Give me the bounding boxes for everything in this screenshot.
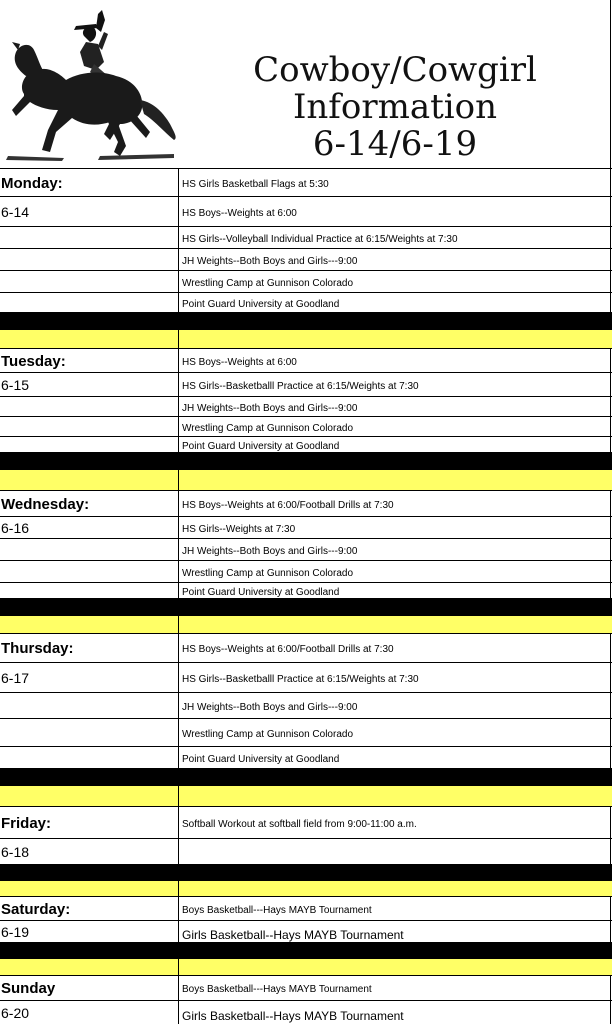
schedule-row	[0, 896, 612, 920]
event-text: Point Guard University at Goodland	[182, 754, 340, 765]
day-cell	[0, 293, 179, 312]
day-name: Wednesday:	[1, 496, 90, 513]
event-text: Boys Basketball---Hays MAYB Tournament	[182, 905, 372, 916]
day-cell	[0, 719, 179, 746]
schedule-row	[0, 746, 612, 768]
day-cell	[0, 227, 179, 248]
event-text: Point Guard University at Goodland	[182, 299, 340, 310]
day-cell	[0, 349, 179, 372]
highlight-bar	[0, 958, 612, 975]
day-cell	[0, 747, 179, 768]
day-date: 6-19	[1, 924, 30, 940]
day-cell	[0, 583, 179, 598]
day-name: Friday:	[1, 815, 52, 832]
day-cell	[0, 197, 179, 226]
schedule-row	[0, 560, 612, 582]
day-date: 6-20	[1, 1005, 30, 1021]
day-cell	[0, 417, 179, 436]
event-text: HS Boys--Weights at 6:00	[182, 357, 297, 368]
event-text: Point Guard University at Goodland	[182, 587, 340, 598]
schedule-row	[0, 718, 612, 746]
schedule-row	[0, 662, 612, 692]
event-text: Girls Basketball--Hays MAYB Tournament	[182, 1009, 404, 1023]
schedule-row	[0, 248, 612, 270]
day-cell	[0, 921, 179, 942]
schedule-row	[0, 348, 612, 372]
bucking-bronco-rider-icon	[4, 6, 180, 166]
day-date: 6-16	[1, 520, 30, 536]
day-cell	[0, 539, 179, 560]
highlight-bar	[0, 615, 612, 633]
title-line-1: Cowboy/Cowgirl	[253, 50, 537, 90]
schedule-row	[0, 920, 612, 942]
event-text: HS Girls--Volleyball Individual Practice at 6:15/Weights at 7:30	[182, 234, 458, 245]
schedule-row	[0, 396, 612, 416]
event-text: HS Girls--Weights at 7:30	[182, 524, 296, 535]
separator-bar	[0, 864, 612, 880]
separator-bar	[0, 942, 612, 958]
highlight-bar	[0, 880, 612, 896]
highlight-bar	[0, 329, 612, 348]
event-text: HS Girls--Basketballl Practice at 6:15/Weights at 7:30	[182, 381, 419, 392]
day-cell	[0, 271, 179, 292]
column-divider	[178, 959, 179, 975]
day-date: 6-14	[1, 204, 30, 220]
schedule-row	[0, 196, 612, 226]
day-cell	[0, 1001, 179, 1024]
schedule-row	[0, 633, 612, 662]
schedule-row	[0, 436, 612, 452]
day-cell	[0, 897, 179, 920]
event-text: Boys Basketball---Hays MAYB Tournament	[182, 984, 372, 995]
day-cell	[0, 634, 179, 662]
event-text: Softball Workout at softball field from 9:00-11:00 a.m.	[182, 819, 417, 830]
schedule-row	[0, 416, 612, 436]
title-line-3: 6-14/6-19	[312, 124, 478, 164]
schedule-row	[0, 838, 612, 864]
column-divider	[178, 881, 179, 896]
day-cell	[0, 517, 179, 538]
column-divider	[178, 470, 179, 490]
day-cell	[0, 373, 179, 396]
column-divider	[178, 330, 179, 348]
schedule-row	[0, 538, 612, 560]
schedule-row	[0, 806, 612, 838]
separator-bar	[0, 452, 612, 469]
schedule-row	[0, 582, 612, 598]
separator-bar	[0, 598, 612, 615]
column-divider	[178, 786, 179, 806]
schedule-row	[0, 975, 612, 1000]
separator-bar	[0, 768, 612, 785]
day-date: 6-15	[1, 377, 30, 393]
highlight-bar	[0, 469, 612, 490]
day-date: 6-18	[1, 844, 30, 860]
event-text: HS Girls Basketball Flags at 5:30	[182, 179, 329, 190]
schedule-row	[0, 372, 612, 396]
day-name: Sunday	[1, 980, 56, 997]
event-text: HS Boys--Weights at 6:00/Football Drills at 7:30	[182, 500, 394, 511]
day-cell	[0, 491, 179, 516]
separator-bar	[0, 312, 612, 329]
event-text: Wrestling Camp at Gunnison Colorado	[182, 423, 354, 434]
event-text: HS Boys--Weights at 6:00	[182, 208, 297, 219]
day-name: Saturday:	[1, 901, 71, 918]
title-line-2: Information	[292, 87, 498, 127]
schedule-row	[0, 516, 612, 538]
day-cell	[0, 693, 179, 718]
highlight-bar	[0, 785, 612, 806]
event-text: Wrestling Camp at Gunnison Colorado	[182, 729, 354, 740]
page-title	[180, 52, 610, 163]
schedule-row	[0, 692, 612, 718]
schedule-row	[0, 1000, 612, 1024]
event-text: JH Weights--Both Boys and Girls---9:00	[182, 256, 358, 267]
day-name: Tuesday:	[1, 353, 66, 370]
day-cell	[0, 397, 179, 416]
day-cell	[0, 249, 179, 270]
event-text: JH Weights--Both Boys and Girls---9:00	[182, 546, 358, 557]
day-cell	[0, 561, 179, 582]
schedule-row	[0, 270, 612, 292]
day-cell	[0, 839, 179, 864]
day-date: 6-17	[1, 670, 30, 686]
day-cell	[0, 437, 179, 452]
event-text: JH Weights--Both Boys and Girls---9:00	[182, 702, 358, 713]
day-cell	[0, 663, 179, 692]
event-text: Wrestling Camp at Gunnison Colorado	[182, 568, 354, 579]
column-divider	[178, 616, 179, 633]
event-text: HS Boys--Weights at 6:00/Football Drills at 7:30	[182, 644, 394, 655]
day-cell	[0, 807, 179, 838]
event-text: Wrestling Camp at Gunnison Colorado	[182, 278, 354, 289]
event-text: HS Girls--Basketballl Practice at 6:15/Weights at 7:30	[182, 674, 419, 685]
day-name: Monday:	[1, 175, 63, 192]
event-text: JH Weights--Both Boys and Girls---9:00	[182, 403, 358, 414]
day-cell	[0, 169, 179, 196]
schedule-row	[0, 226, 612, 248]
day-name: Thursday:	[1, 640, 74, 657]
event-text: Girls Basketball--Hays MAYB Tournament	[182, 928, 404, 942]
schedule-row	[0, 292, 612, 312]
day-cell	[0, 976, 179, 1000]
schedule-row	[0, 490, 612, 516]
page-header	[0, 0, 612, 168]
schedule-row	[0, 168, 612, 196]
event-text: Point Guard University at Goodland	[182, 441, 340, 452]
